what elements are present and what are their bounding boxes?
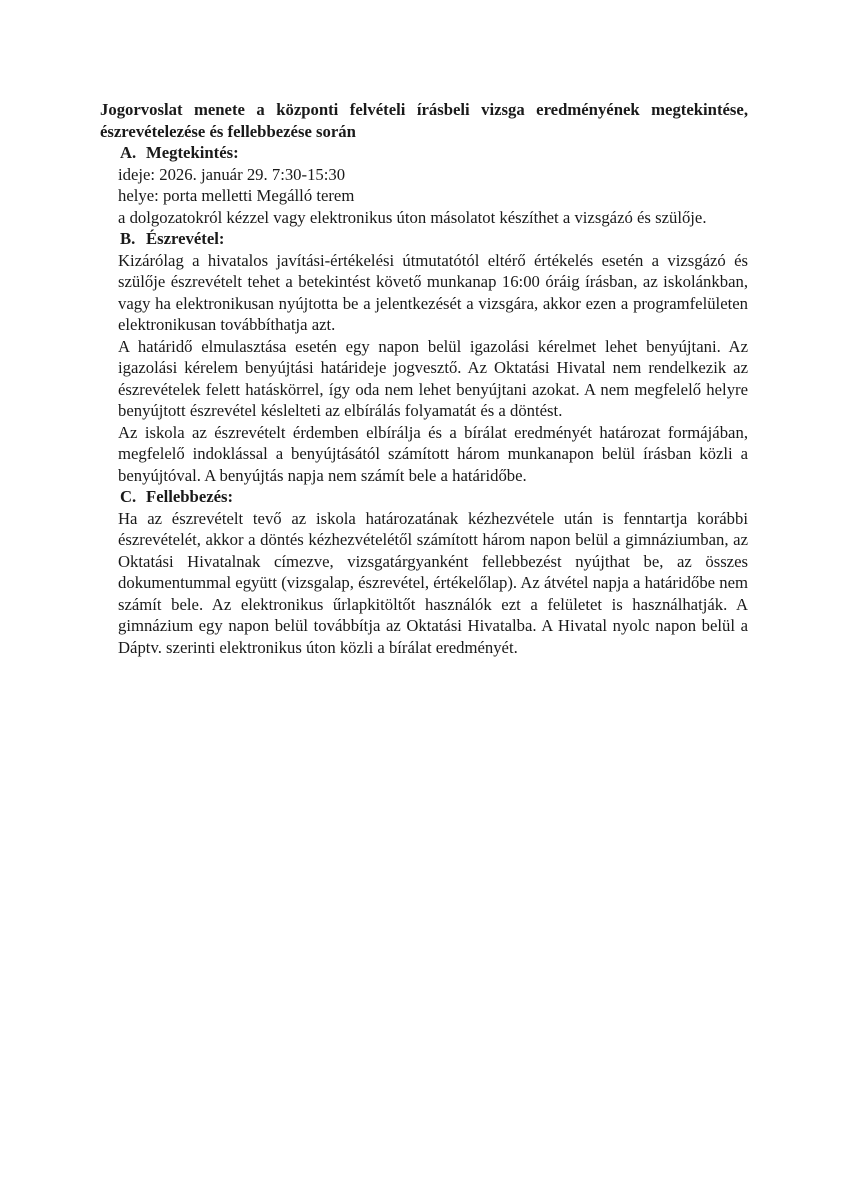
- section-heading-a-text: Megtekintés:: [146, 143, 239, 162]
- paragraph-eszrevetel-3: Az iskola az észrevételt érdemben elbírálja és a bírálat eredményét határozat formájában, megfelelő indoklással a benyújtásától számított három munkanapon belül írásban közli a benyújtóval. A benyújtás napja nem számít bele a határidőbe.: [118, 422, 748, 485]
- section-heading-a: [100, 142, 748, 164]
- document-title: Jogorvoslat menete a központi felvételi írásbeli vizsga eredményének megtekintése, észrevételezése és fellebbezése során: [100, 100, 748, 141]
- section-fellebbezes: [100, 486, 748, 658]
- section-label-b: B.: [120, 229, 136, 248]
- paragraph-eszrevetel-2: A határidő elmulasztása esetén egy napon belül igazolási kérelmet lehet benyújtani. Az igazolási kérelem benyújtási határideje jogvesztő. Az Oktatási Hivatal nem rendelkezik az észrevételek felett hatáskörrel, így oda nem lehet benyújtani azokat. A nem megfelelő helyre benyújtott észrevétel késlelteti az elbírálás folyamatát és a döntést.: [118, 336, 748, 420]
- paragraph-helye: helye: porta melletti Megálló terem: [118, 186, 355, 205]
- section-eszrevetel: [100, 228, 748, 486]
- section-label-c: C.: [120, 487, 137, 506]
- paragraph-masolat: a dolgozatokról kézzel vagy elektronikus úton másolatot készíthet a vizsgázó és szülője.: [118, 207, 707, 227]
- section-heading-c: [100, 486, 748, 508]
- section-heading-c-text: Fellebbezés:: [146, 487, 234, 506]
- section-heading-b-text: Észrevétel:: [146, 229, 225, 248]
- section-megtekintes: [100, 142, 748, 228]
- paragraph-eszrevetel-1: Kizárólag a hivatalos javítási-értékelési útmutatótól eltérő értékelés esetén a vizsgázó és szülője észrevételt tehet a betekintést követő munkanap 16:00 óráig írásban, az iskolánkban, vagy ha elektronikusan nyújtotta be a jelentkezését a vizsgára, akkor ezen a programfelületen elektronikusan továbbíthatja azt.: [118, 250, 748, 334]
- paragraph-ideje: ideje: 2026. január 29. 7:30-15:30: [118, 164, 346, 184]
- section-heading-b: [100, 228, 748, 250]
- section-label-a: A.: [120, 143, 137, 162]
- paragraph-fellebbezes-1: Ha az észrevételt tevő az iskola határozatának kézhezvétele után is fenntartja korábbi észrevételét, akkor a döntés kézhezvételétől számított három napon belül a gimnáziumban, az Oktatási Hivatalnak címezve, vizsgatárgyanként fellebbezést nyújthat be, az összes dokumentummal együtt (vizsgalap, észrevétel, értékelőlap). Az átvétel napja a határidőbe nem számít bele. Az elektronikus űrlapkitöltőt használók ezt a felületet is használhatják. A gimnázium egy napon belül továbbítja az Oktatási Hivatalba. A Hivatal nyolc napon belül a Dáptv. szerinti elektronikus úton közli a bírálat eredményét.: [118, 508, 748, 657]
